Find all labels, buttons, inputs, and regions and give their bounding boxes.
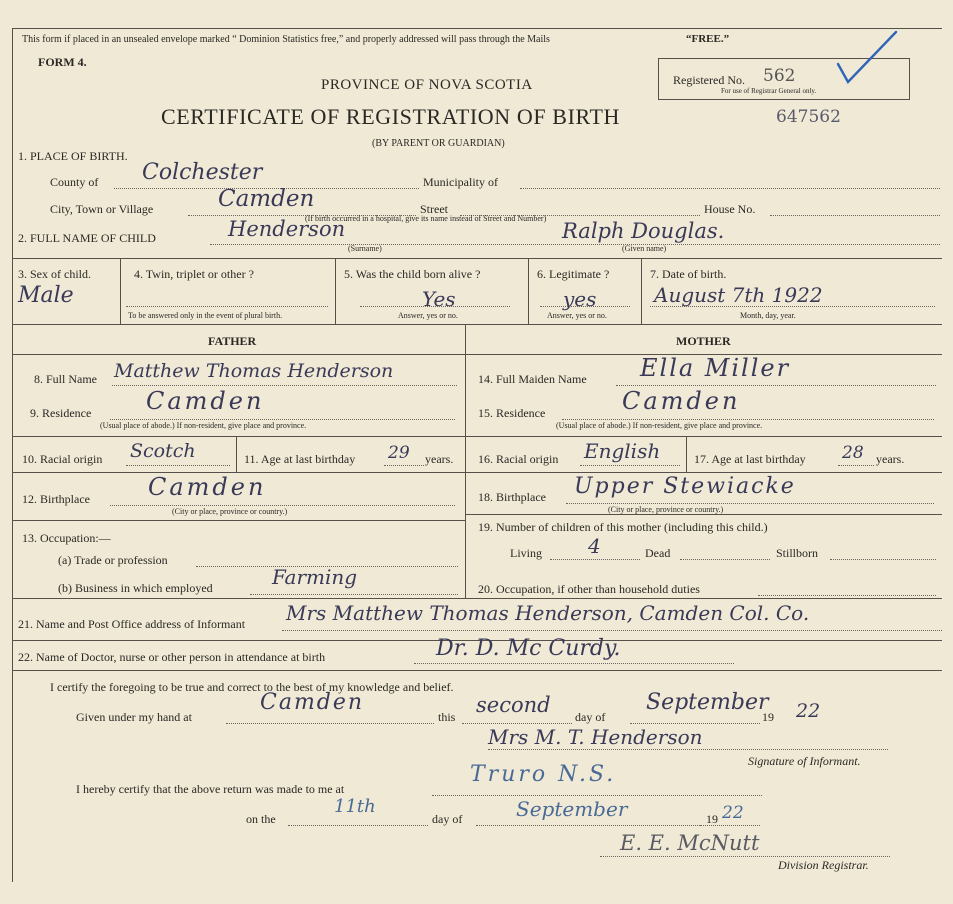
page-title: CERTIFICATE OF REGISTRATION OF BIRTH xyxy=(161,104,620,129)
father-race-label: 10. Racial origin xyxy=(22,452,103,466)
county-label: County of xyxy=(50,175,99,189)
mother-age-label: 17. Age at last birthday xyxy=(694,452,806,466)
mail-notice: This form if placed in an unsealed envelope marked “ Dominion Statistics free,” and properly addressed will pass through the Mails xyxy=(22,34,550,45)
certify-statement: I certify the foregoing to be true and correct to the best of my knowledge and belief. xyxy=(50,680,454,694)
registrar-certify-line: I hereby certify that the above return was made to me at xyxy=(76,782,345,796)
doctor-label: 22. Name of Doctor, nurse or other person in attendance at birth xyxy=(18,650,326,664)
registered-label: Registered No. xyxy=(673,73,745,87)
checkmark-icon xyxy=(832,26,902,90)
mother-occupation-label: 20. Occupation, if other than household duties xyxy=(478,582,700,596)
child-name-label: 2. FULL NAME OF CHILD xyxy=(18,231,156,245)
given-caption: (Given name) xyxy=(622,244,667,253)
mother-residence-value: Camden xyxy=(622,387,741,415)
house-label: House No. xyxy=(704,202,756,216)
father-race-value: Scotch xyxy=(130,440,196,462)
children-label: 19. Number of children of this mother (including this child.) xyxy=(478,520,768,534)
registrar-month: September xyxy=(516,797,628,821)
twin-note: To be answered only in the event of plural birth. xyxy=(128,311,283,320)
dead-label: Dead xyxy=(645,546,671,560)
mother-birthplace-note: (City or place, province or country.) xyxy=(608,505,724,514)
given-under-label: Given under my hand at xyxy=(76,710,192,724)
surname-caption: (Surname) xyxy=(348,244,382,253)
mother-birthplace-value: Upper Stewiacke xyxy=(574,474,796,499)
mother-residence-note: (Usual place of abode.) If non-resident, give place and province. xyxy=(556,421,763,430)
legitimate-value: yes xyxy=(563,287,597,311)
registrar-on-the: on the xyxy=(246,812,276,826)
mother-years: years. xyxy=(876,452,905,466)
date-value: August 7th 1922 xyxy=(654,283,823,307)
business-value: Farming xyxy=(272,565,358,589)
mother-residence-label: 15. Residence xyxy=(478,406,546,420)
father-age-value: 29 xyxy=(388,443,410,463)
mother-race-label: 16. Racial origin xyxy=(478,452,559,466)
trade-label: (a) Trade or profession xyxy=(58,553,168,567)
street-label: Street xyxy=(420,202,448,216)
certify-month: September xyxy=(646,690,769,715)
municipality-label: Municipality of xyxy=(423,175,498,189)
left-border xyxy=(12,28,13,882)
certify-day: second xyxy=(476,693,551,717)
page-subtitle: (BY PARENT OR GUARDIAN) xyxy=(372,138,505,149)
legitimate-note: Answer, yes or no. xyxy=(547,311,607,320)
sex-value: Male xyxy=(18,283,74,308)
registrar-year-prefix: 19 xyxy=(706,812,718,826)
mother-race-value: English xyxy=(584,439,661,463)
registrar-place: Truro N.S. xyxy=(470,762,617,787)
father-birthplace-label: 12. Birthplace xyxy=(22,492,90,506)
twin-label: 4. Twin, triplet or other ? xyxy=(134,267,254,281)
alive-note: Answer, yes or no. xyxy=(398,311,458,320)
living-label: Living xyxy=(510,546,542,560)
living-value: 4 xyxy=(588,534,601,558)
certify-day-of: day of xyxy=(575,710,606,724)
registrar-day-of: day of xyxy=(432,812,463,826)
province-heading: PROVINCE OF NOVA SCOTIA xyxy=(321,77,533,93)
father-residence-label: 9. Residence xyxy=(30,406,92,420)
certify-place: Camden xyxy=(260,690,365,715)
certify-year-prefix: 19 xyxy=(762,710,774,724)
county-value: Colchester xyxy=(142,160,263,185)
mother-age-value: 28 xyxy=(842,443,864,463)
date-note: Month, day, year. xyxy=(740,311,796,320)
informant-signature: Mrs M. T. Henderson xyxy=(488,725,703,749)
certify-year: 22 xyxy=(796,700,821,722)
father-residence-value: Camden xyxy=(146,387,265,415)
father-birthplace-note: (City or place, province or country.) xyxy=(172,507,288,516)
stillborn-label: Stillborn xyxy=(776,546,819,560)
city-label: City, Town or Village xyxy=(50,202,154,216)
father-age-label: 11. Age at last birthday xyxy=(244,452,356,466)
child-given-name: Ralph Douglas. xyxy=(562,219,725,243)
file-number: 647562 xyxy=(776,107,841,127)
father-years: years. xyxy=(425,452,454,466)
child-surname: Henderson xyxy=(228,217,346,241)
mother-heading: MOTHER xyxy=(676,334,731,348)
doctor-value: Dr. D. Mc Curdy. xyxy=(436,636,621,661)
mother-name-label: 14. Full Maiden Name xyxy=(478,372,587,386)
registered-note: For use of Registrar General only. xyxy=(721,87,817,95)
registered-number: 562 xyxy=(763,66,796,86)
registrar-caption: Division Registrar. xyxy=(778,858,869,872)
sex-label: 3. Sex of child. xyxy=(18,267,91,281)
place-of-birth-label: 1. PLACE OF BIRTH. xyxy=(18,149,128,163)
top-border xyxy=(12,28,942,29)
date-label: 7. Date of birth. xyxy=(650,267,727,281)
alive-value: Yes xyxy=(422,287,456,311)
informant-signature-caption: Signature of Informant. xyxy=(748,754,861,768)
city-value: Camden xyxy=(218,186,315,212)
informant-value: Mrs Matthew Thomas Henderson, Camden Col. Co. xyxy=(286,601,810,625)
form-number: FORM 4. xyxy=(38,55,87,69)
registrar-year: 22 xyxy=(722,803,744,823)
mail-free: “FREE.” xyxy=(686,33,730,45)
registrar-signature: E. E. McNutt xyxy=(620,831,760,855)
certify-this: this xyxy=(438,710,456,724)
father-heading: FATHER xyxy=(208,334,257,348)
father-residence-note: (Usual place of abode.) If non-resident, give place and province. xyxy=(100,421,307,430)
business-label: (b) Business in which employed xyxy=(58,581,213,595)
father-name-label: 8. Full Name xyxy=(34,372,97,386)
alive-label: 5. Was the child born alive ? xyxy=(344,267,481,281)
father-birthplace-value: Camden xyxy=(148,473,267,501)
mother-birthplace-label: 18. Birthplace xyxy=(478,490,546,504)
father-name-value: Matthew Thomas Henderson xyxy=(114,360,394,382)
informant-label: 21. Name and Post Office address of Informant xyxy=(18,617,246,631)
mother-name-value: Ella Miller xyxy=(640,354,791,382)
registrar-day: 11th xyxy=(334,796,376,817)
occupation-label: 13. Occupation:— xyxy=(22,531,111,545)
legitimate-label: 6. Legitimate ? xyxy=(537,267,610,281)
hospital-note: (If birth occurred in a hospital, give its name instead of Street and Number) xyxy=(305,214,547,223)
